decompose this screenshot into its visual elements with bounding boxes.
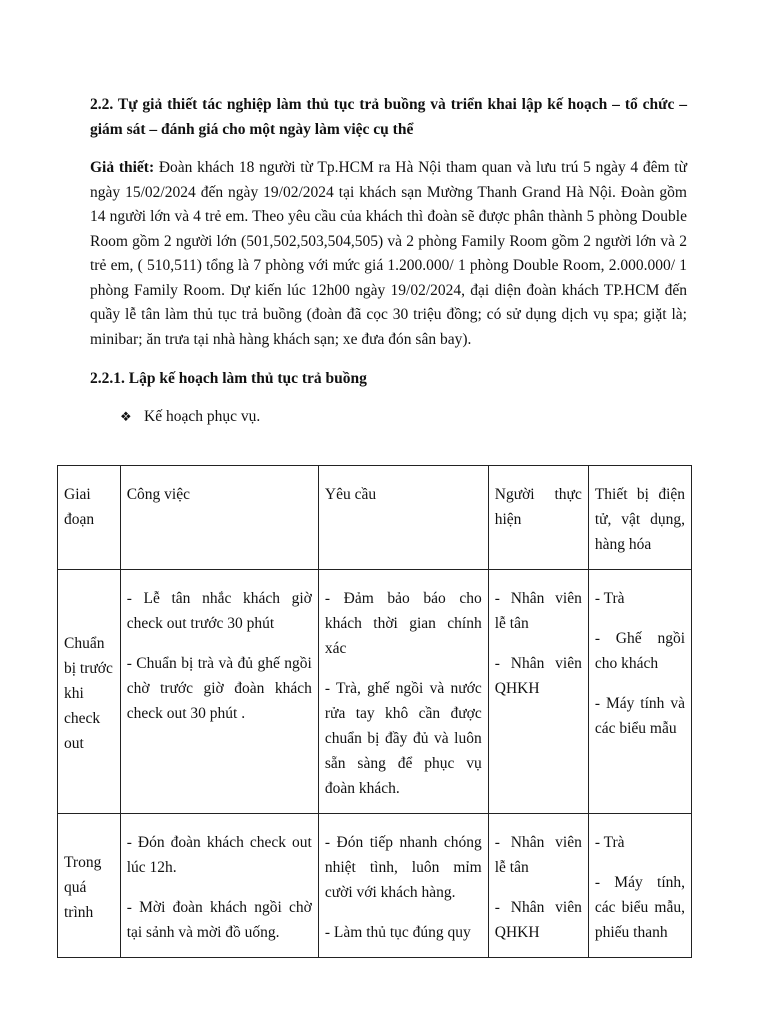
tasks-cell bbox=[120, 814, 318, 958]
requirements-cell bbox=[318, 570, 488, 814]
cell-line: - Trà bbox=[594, 834, 625, 851]
equipment-cell bbox=[588, 570, 691, 814]
bullet-text: Kế hoạch phục vụ. bbox=[144, 408, 261, 425]
cell-line: - Đón đoàn khách check out lúc 12h. bbox=[126, 834, 312, 876]
cell-line: - Nhân viên lễ tân bbox=[494, 834, 582, 876]
document-page bbox=[90, 92, 687, 435]
table-row bbox=[58, 814, 692, 958]
cell-line: - Máy tính và các biểu mẫu bbox=[594, 695, 685, 737]
cell-line: - Nhân viên lễ tân bbox=[494, 590, 582, 632]
service-plan-table bbox=[57, 465, 692, 958]
cell-line: - Đón tiếp nhanh chóng nhiệt tình, luôn mỉm cười với khách hàng. bbox=[324, 834, 482, 901]
header-equipment: Thiết bị điện tử, vật dụng, hàng hóa bbox=[588, 466, 691, 570]
assumption-label: Giả thiết: bbox=[90, 159, 155, 176]
cell-line: - Nhân viên QHKH bbox=[494, 655, 582, 697]
requirements-cell bbox=[318, 814, 488, 958]
tasks-cell bbox=[120, 570, 318, 814]
cell-line: - Mời đoàn khách ngồi chờ tại sảnh và mời đồ uống. bbox=[126, 899, 312, 941]
subsection-heading: 2.2.1. Lập kế hoạch làm thủ tục trả buồng bbox=[90, 370, 367, 387]
equipment-cell bbox=[588, 814, 691, 958]
staff-cell bbox=[488, 570, 588, 814]
header-stage: Giai đoạn bbox=[58, 466, 121, 570]
assumption-paragraph bbox=[90, 156, 687, 352]
cell-line: - Lễ tân nhắc khách giờ check out trước 30 phút bbox=[126, 590, 312, 632]
stage-cell: Trong quá trình bbox=[58, 814, 121, 958]
table-row bbox=[58, 570, 692, 814]
header-staff: Người thực hiện bbox=[488, 466, 588, 570]
cell-line: - Đảm bảo báo cho khách thời gian chính xác bbox=[324, 590, 482, 657]
header-requirements: Yêu cầu bbox=[318, 466, 488, 570]
cell-line: - Chuẩn bị trà và đủ ghế ngồi chờ trước giờ đoàn khách check out 30 phút . bbox=[126, 655, 312, 722]
staff-cell bbox=[488, 814, 588, 958]
table-header-row bbox=[58, 466, 692, 570]
assumption-text: Đoàn khách 18 người từ Tp.HCM ra Hà Nội tham quan và lưu trú 5 ngày 4 đêm từ ngày 15/02/2024 đến ngày 19/02/2024 tại khách sạn Mường Thanh Grand Hà Nội. Đoàn gồm 14 người lớn và 4 trẻ em. Theo yêu cầu của khách thì đoàn sẽ được phân thành 5 phòng Double Room gồm 2 người lớn (501,502,503,504,505) và 2 phòng Family Room gồm 2 người lớn và 2 trẻ em, ( 510,511) tổng là 7 phòng với mức giá 1.200.000/ 1 phòng Double Room, 2.000.000/ 1 phòng Family Room. Dự kiến lúc 12h00 ngày 19/02/2024, đại diện đoàn khách TP.HCM đến quầy lễ tân làm thủ tục trả buồng (đoàn đã cọc 30 triệu đồng; có sử dụng dịch vụ spa; giặt là; minibar; ăn trưa tại nhà hàng khách sạn; xe đưa đón sân bay). bbox=[90, 159, 688, 348]
cell-line: - Máy tính, các biểu mẫu, phiếu thanh bbox=[594, 874, 685, 941]
stage-cell: Chuẩn bị trước khi check out bbox=[58, 570, 121, 814]
section-heading: 2.2. Tự giả thiết tác nghiệp làm thủ tục trả buồng và triển khai lập kế hoạch – tổ chức – giám sát – đánh giá cho một ngày làm việc cụ thể bbox=[90, 96, 687, 138]
cell-line: - Ghế ngồi cho khách bbox=[594, 630, 685, 672]
header-tasks: Công việc bbox=[120, 466, 318, 570]
cell-line: - Làm thủ tục đúng quy bbox=[324, 924, 471, 941]
bullet-item bbox=[120, 405, 687, 429]
cell-line: - Trà bbox=[594, 590, 625, 607]
diamond-bullet-icon: ❖ bbox=[120, 409, 132, 424]
cell-line: - Nhân viên QHKH bbox=[494, 899, 582, 941]
cell-line: - Trà, ghế ngồi và nước rửa tay khô cần được chuẩn bị đầy đủ và luôn sẵn sàng để phục vụ đoàn khách. bbox=[324, 680, 482, 797]
